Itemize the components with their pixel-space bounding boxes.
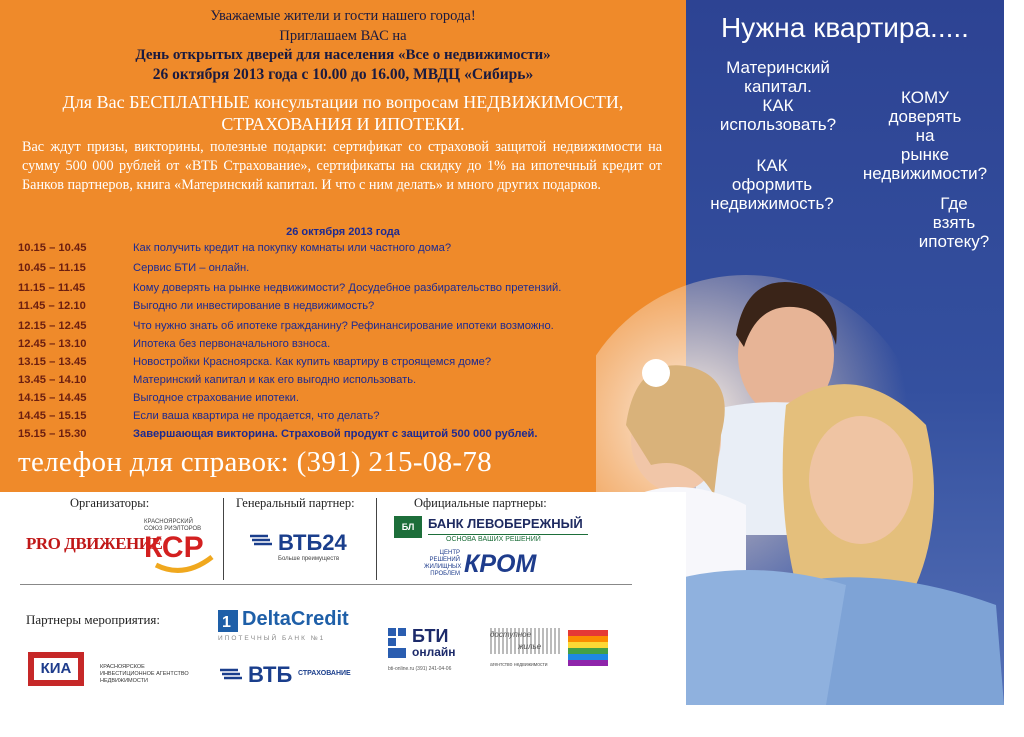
schedule-time: 12.45 – 13.10	[18, 338, 87, 350]
schedule-time: 14.15 – 14.45	[18, 392, 87, 404]
rainbow-house-icon	[568, 626, 612, 668]
deltacredit-icon	[218, 610, 238, 632]
schedule-time: 12.15 – 12.45	[18, 320, 87, 332]
schedule-topic: Кому доверять на рынке недвижимости? Досудебное разбирательство претензий.	[133, 282, 562, 294]
schedule-time: 10.15 – 10.45	[18, 242, 87, 254]
schedule-time: 15.15 – 15.30	[18, 428, 87, 440]
event-title: День открытых дверей для населения «Все о недвижимости»	[135, 47, 551, 63]
bottom-band	[0, 705, 1024, 737]
schedule-time: 13.45 – 14.10	[18, 374, 87, 386]
event-partners-label: Партнеры мероприятия:	[26, 612, 160, 627]
official-partners-label: Официальные партнеры:	[414, 496, 547, 510]
schedule-topic: Выгодное страхование ипотеки.	[133, 392, 299, 404]
schedule-topic: Завершающая викторина. Страховой продукт с защитой 500 000 рублей.	[133, 428, 538, 440]
schedule-topic: Ипотека без первоначального взноса.	[133, 338, 331, 350]
bank-levoberezhny-icon: БЛ	[394, 516, 422, 538]
kia-logo: КИА КРАСНОЯРСКОЕ ИНВЕСТИЦИОННОЕ АГЕНТСТВО НЕДВИЖИМОСТИ	[28, 650, 228, 690]
question-maternal-capital: Материнский капитал. КАК использовать?	[719, 58, 837, 134]
schedule-time: 11.45 – 12.10	[18, 300, 86, 312]
schedule-topic: Как получить кредит на покупку комнаты или частного дома?	[133, 242, 452, 254]
divider-2	[376, 498, 377, 580]
vtb-wave-icon	[248, 532, 274, 548]
svg-text:1: 1	[222, 614, 231, 631]
divider-horizontal	[20, 584, 632, 585]
schedule-topic: Сервис БТИ – онлайн.	[133, 262, 250, 274]
intro-text: Вас ждут призы, викторины, полезные подарки: сертификат со страховой защитой недвижимости на сумму 500 000 рублей от «ВТБ Страхование», сертификаты на скидку до 1% на ипотечный кредит от Банков партнеров, книга «Материнский капитал. И что с ним делать» и много других подарков.	[22, 139, 662, 193]
greeting-line: Уважаемые жители и гости нашего города!	[210, 8, 476, 24]
general-partner-label: Генеральный партнер:	[236, 496, 355, 510]
consult-line-2: СТРАХОВАНИЯ И ИПОТЕКИ.	[221, 114, 465, 134]
ksr-logo: КРАСНОЯРСКИЙ СОЮЗ РИЭЛТОРОВ КСР	[144, 519, 216, 577]
bti-online-logo: БТИ онлайн bti-online.ru (391) 241-04-06	[388, 626, 456, 672]
prodvizhenie-logo: PRO ДВИЖЕНИЕ	[26, 534, 163, 553]
schedule-topic: Если ваша квартира не продается, что делать?	[133, 410, 380, 422]
schedule-topic: Выгодно ли инвестирование в недвижимость?	[133, 300, 375, 312]
schedule-time: 11.15 – 11.45	[18, 282, 86, 294]
ksr-swoosh-icon	[154, 555, 214, 575]
schedule-date: 26 октября 2013 года	[286, 226, 400, 238]
schedule-topic: Что нужно знать об ипотеке гражданину? Рефинансирование ипотеки возможно.	[133, 320, 554, 332]
krom-logo: ЦЕНТР РЕШЕНИЙ ЖИЛИЩНЫХ ПРОБЛЕМ КРОМ	[424, 550, 537, 578]
question-whom-to-trust: КОМУ доверять на рынке недвижимости?	[862, 88, 988, 183]
invite-line: Приглашаем ВАС на	[279, 28, 407, 44]
event-date-place: 26 октября 2013 года с 10.00 до 16.00, МВДЦ «Сибирь»	[152, 66, 534, 83]
schedule-time: 10.45 – 11.15	[18, 262, 86, 274]
schedule-time: 14.45 – 15.15	[18, 410, 87, 422]
bank-levoberezhny-logo: БЛ БАНК ЛЕВОБЕРЕЖНЫЙ ОСНОВА ВАШИХ РЕШЕНИЙ	[394, 514, 594, 544]
organizers-label: Организаторы:	[70, 496, 150, 510]
question-where-mortgage: Где взять ипотеку?	[918, 194, 990, 251]
consult-line-1: Для Вас БЕСПЛАТНЫЕ консультации по вопросам НЕДВИЖИМОСТИ,	[62, 92, 624, 112]
dostupnoe-zhilye-logo: доступное жилье агентство недвижимости	[490, 626, 620, 672]
phone-line: телефон для справок: (391) 215-08-78	[18, 446, 492, 478]
right-title: Нужна квартира.....	[721, 12, 969, 43]
schedule-topic: Новостройки Красноярска. Как купить квартиру в строящемся доме?	[133, 356, 492, 368]
schedule-topic: Материнский капитал и как его выгодно использовать.	[133, 374, 417, 386]
divider-1	[223, 498, 224, 580]
bti-icon	[388, 628, 410, 658]
schedule-time: 13.15 – 13.45	[18, 356, 87, 368]
question-how-to-register: КАК оформить недвижимость?	[710, 156, 834, 213]
